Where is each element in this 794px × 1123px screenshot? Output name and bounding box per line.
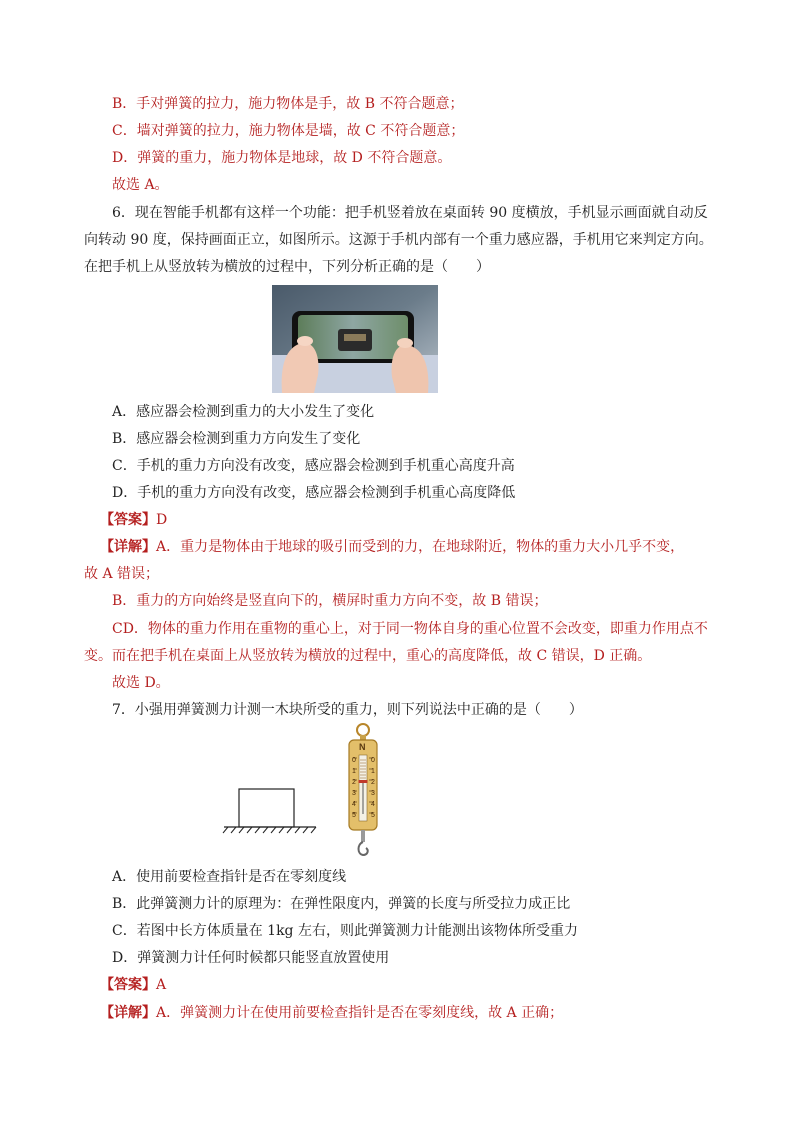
q7-option-b: B．此弹簧测力计的原理为：在弹性限度内，弹簧的长度与所受拉力成正比 [112, 896, 571, 912]
scale-right-tick: 0 [371, 757, 375, 764]
scale-right-tick: 3 [371, 790, 375, 797]
scale-right-tick: 1 [371, 768, 375, 775]
scale-left-tick: 4 [352, 801, 356, 808]
scale-right-tick: 5 [371, 812, 375, 819]
prev-answer-c: C．墙对弹簧的拉力，施力物体是墙，故 C 不符合题意； [112, 123, 465, 139]
phone-photo [272, 285, 438, 393]
scale-left-tick: 2 [352, 779, 356, 786]
q6-answer-value: D [156, 512, 168, 528]
q6-detail-line-6: 故选 D。 [112, 675, 170, 691]
scale-left-tick: 3 [352, 790, 356, 797]
q6-detail-line-1 [100, 538, 684, 556]
q7-detail-tag: 【详解】 [100, 1005, 156, 1021]
q6-detail-line-5: 变。而在把手机在桌面上从竖放转为横放的过程中，重心的高度降低，故 C 错误，D 正确。 [84, 648, 652, 664]
q7-option-d: D．弹簧测力计任何时候都只能竖直放置使用 [112, 950, 390, 966]
q6-detail-line-2: 故 A 错误； [84, 566, 160, 582]
q7-answer-value: A [156, 977, 167, 993]
prev-answer-d: D．弹簧的重力，施力物体是地球，故 D 不符合题意。 [112, 150, 452, 166]
scale-right-tick: 4 [371, 801, 375, 808]
q6-option-b: B．感应器会检测到重力方向发生了变化 [112, 431, 361, 447]
q7-detail-text: A．弹簧测力计在使用前要检查指针是否在零刻度线，故 A 正确； [156, 1005, 564, 1021]
scale-right-tick: 2 [371, 779, 375, 786]
scale-right-ticks [369, 755, 377, 821]
q6-stem-line-2: 向转动 90 度，保持画面正立，如图所示。这源于手机内部有一个重力感应器，手机用它来判定方向。 [84, 232, 713, 248]
q6-detail-line-4: CD．物体的重力作用在重物的重心上，对于同一物体自身的重心位置不会改变，即重力作用点不 [112, 621, 708, 637]
q6-detail-tag: 【详解】 [100, 539, 156, 555]
q7-stem: 7．小强用弹簧测力计测一木块所受的重力，则下列说法中正确的是（ ） [112, 702, 583, 718]
scale-left-tick: 1 [352, 768, 356, 775]
q6-stem-line-1: 6．现在智能手机都有这样一个功能：把手机竖着放在桌面转 90 度横放，手机显示画面就自动反 [112, 205, 708, 221]
q6-option-a: A．感应器会检测到重力的大小发生了变化 [112, 404, 375, 420]
scale-left-tick: 0 [352, 757, 356, 764]
q6-option-d: D．手机的重力方向没有改变，感应器会检测到手机重心高度降低 [112, 485, 516, 501]
q6-detail-text-1: A．重力是物体由于地球的吸引而受到的力，在地球附近，物体的重力大小几乎不变， [156, 539, 685, 555]
block-on-ground-figure [220, 785, 320, 835]
q7-option-c: C．若图中长方体质量在 1kg 左右，则此弹簧测力计能测出该物体所受重力 [112, 923, 578, 939]
q7-answer-tag: 【答案】 [100, 977, 156, 993]
prev-answer-b: B．手对弹簧的拉力，施力物体是手，故 B 不符合题意； [112, 96, 464, 112]
prev-answer-final: 故选 A。 [112, 177, 169, 193]
q6-answer [100, 511, 167, 529]
q7-detail-line-1 [100, 1004, 563, 1022]
q7-answer [100, 976, 166, 994]
q6-detail-line-3: B．重力的方向始终是竖直向下的，横屏时重力方向不变，故 B 错误； [112, 593, 548, 609]
scale-left-tick: 5 [352, 812, 356, 819]
q6-answer-tag: 【答案】 [100, 512, 156, 528]
q6-stem-line-3: 在把手机上从竖放转为横放的过程中，下列分析正确的是（ ） [84, 259, 490, 275]
scale-unit-label: N [359, 742, 366, 752]
spring-scale-figure [340, 722, 386, 862]
q7-option-a: A．使用前要检查指针是否在零刻度线 [112, 869, 347, 885]
scale-left-ticks [350, 755, 358, 821]
q6-option-c: C．手机的重力方向没有改变，感应器会检测到手机重心高度升高 [112, 458, 515, 474]
